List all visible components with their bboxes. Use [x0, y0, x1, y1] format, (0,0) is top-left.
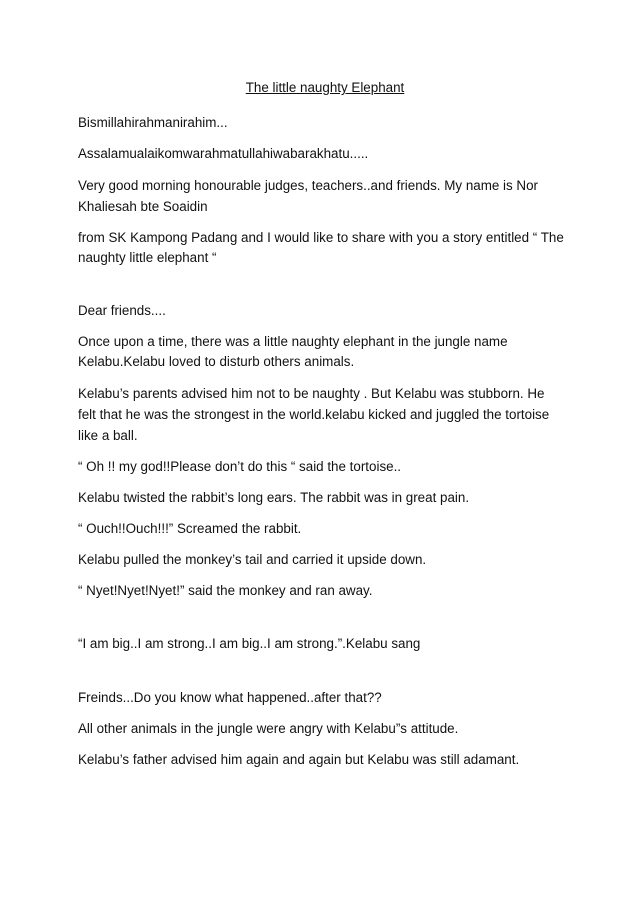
paragraph-monkey-tail: Kelabu pulled the monkey’s tail and carried it upside down.	[78, 552, 427, 567]
paragraph-introduction: Very good morning honourable judges, teachers..and friends. My name is Nor Khaliesah bte Soaidin	[78, 178, 539, 214]
paragraph-animals-angry: All other animals in the jungle were angry with Kelabu”s attitude.	[78, 721, 459, 736]
paragraph-what-happened: Freinds...Do you know what happened..after that??	[78, 690, 382, 705]
paragraph-kelabu-sang: “I am big..I am strong..I am big..I am strong.”.Kelabu sang	[78, 636, 421, 651]
paragraph-monkey-runs: “ Nyet!Nyet!Nyet!” said the monkey and ran away.	[78, 583, 373, 598]
paragraph-school: from SK Kampong Padang and I would like to share with you a story entitled “ The naughty little elephant “	[78, 230, 564, 265]
document-body	[78, 78, 566, 781]
paragraph-rabbit-scream: “ Ouch!!Ouch!!!” Screamed the rabbit.	[78, 521, 302, 536]
paragraph-father-advice: Kelabu’s father advised him again and again but Kelabu was still adamant.	[78, 752, 520, 767]
paragraph-once-upon: Once upon a time, there was a little naughty elephant in the jungle name Kelabu.Kelabu loved to disturb others animals.	[78, 334, 508, 369]
paragraph-opening: Bismillahirahmanirahim...	[78, 115, 228, 130]
paragraph-rabbit-ears: Kelabu twisted the rabbit’s long ears. The rabbit was in great pain.	[78, 490, 470, 505]
document-title: The little naughty Elephant	[245, 80, 405, 95]
paragraph-greeting: Assalamualaikomwarahmatullahiwabarakhatu.....	[78, 146, 369, 161]
paragraph-parents-advice: Kelabu’s parents advised him not to be naughty . But Kelabu was stubborn. He felt that he was the strongest in the world.kelabu kicked and juggled the tortoise like a ball.	[78, 386, 550, 443]
paragraph-dear-friends: Dear friends....	[78, 303, 166, 318]
paragraph-tortoise: “ Oh !! my god!!Please don’t do this “ said the tortoise..	[78, 459, 402, 474]
